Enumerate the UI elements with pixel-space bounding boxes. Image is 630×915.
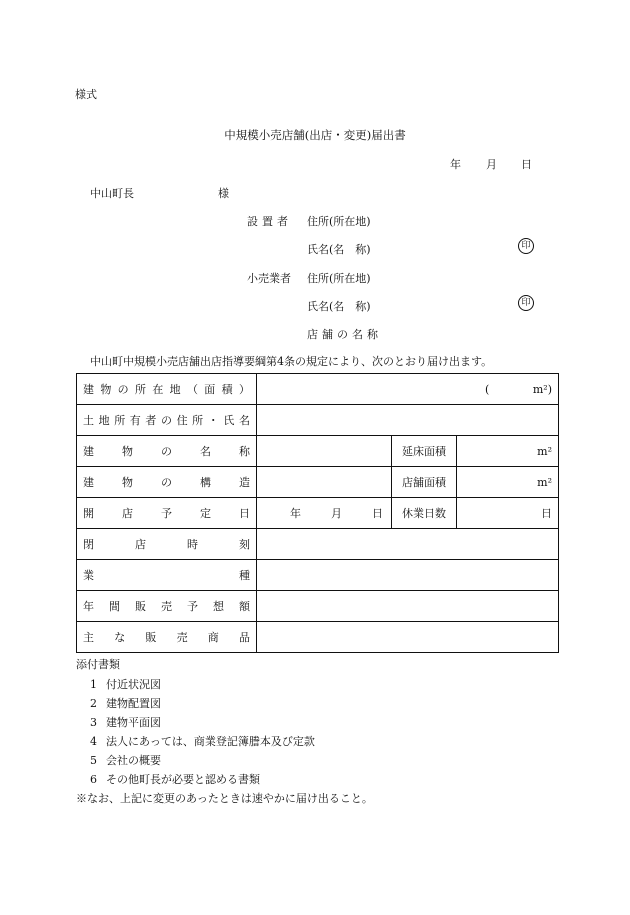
table-row (77, 498, 559, 529)
label-char: 物 (122, 476, 133, 489)
list-item (90, 751, 315, 770)
label-char: 住 (176, 414, 188, 427)
label-char: 時 (187, 538, 198, 551)
holidays-unit[interactable]: 日 (457, 498, 559, 529)
list-item (90, 694, 315, 713)
addressee-honorific: 様 (218, 187, 229, 200)
label-char: 予 (187, 600, 198, 613)
label-char: 想 (213, 600, 224, 613)
label-char: 所 (134, 383, 146, 396)
label-char: 土 (83, 414, 94, 427)
open-date-value-cell[interactable] (257, 498, 392, 529)
item-number: 6 (90, 773, 97, 786)
list-item (90, 713, 315, 732)
table-row (77, 529, 559, 560)
label-char: 品 (238, 631, 250, 644)
label-char: 定 (200, 507, 211, 520)
label-char: 物 (100, 383, 112, 396)
label-char: 造 (239, 476, 250, 489)
label-char: 建 (83, 476, 94, 489)
hours-value-cell[interactable] (257, 529, 559, 560)
products-label (77, 629, 256, 645)
open-date-day: 日 (372, 507, 383, 520)
location-unit-open: ( (485, 382, 490, 396)
retailer-role-label: 小売業者 (247, 272, 291, 285)
label-char: 売 (176, 631, 188, 644)
table-row (77, 405, 559, 436)
store-name-label: 店舗の名称 (307, 328, 382, 341)
label-char: 建 (83, 445, 94, 458)
attachments-title: 添付書類 (76, 658, 120, 671)
business-label-cell (77, 560, 257, 591)
table-row (77, 622, 559, 653)
label-char: 刻 (239, 538, 250, 551)
label-char: 間 (109, 600, 120, 613)
footer-note: ※なお、上記に変更のあったときは速やかに届け出ること。 (76, 792, 373, 805)
label-char: 建 (83, 383, 94, 396)
label-char: の (160, 414, 172, 427)
owner-label-cell (77, 405, 257, 436)
attachments-list (90, 675, 315, 789)
application-table (76, 373, 559, 653)
floor-area-label: 延床面積 (392, 436, 457, 467)
label-char: （ (186, 383, 198, 396)
location-value-cell[interactable] (257, 374, 559, 405)
list-item (90, 770, 315, 789)
label-char: 構 (200, 476, 211, 489)
label-char: 年 (83, 600, 94, 613)
item-text: 付近状況図 (106, 678, 161, 691)
label-char: 名 (238, 414, 250, 427)
table-row (77, 560, 559, 591)
retailer-seal-mark: 印 (518, 295, 534, 311)
label-char: 額 (239, 600, 250, 613)
label-char: 者 (145, 414, 157, 427)
open-date-year: 年 (290, 507, 301, 520)
location-unit: m²) (532, 382, 553, 396)
sales-label (77, 598, 256, 614)
products-label-cell (77, 622, 257, 653)
installer-role-label: 設置者 (247, 215, 292, 228)
retailer-name-label: 氏名(名 称) (307, 300, 371, 313)
retailer-address-label: 住所(所在地) (307, 272, 371, 285)
item-text: 建物平面図 (106, 716, 161, 729)
label-char: ） (238, 383, 250, 396)
store-area-label: 店舗面積 (392, 467, 457, 498)
structure-label-cell (77, 467, 257, 498)
owner-label (77, 412, 256, 428)
holidays-label: 休業日数 (392, 498, 457, 529)
open-date-label (77, 505, 256, 521)
hours-label-cell (77, 529, 257, 560)
products-value-cell[interactable] (257, 622, 559, 653)
date-day-label: 日 (521, 158, 532, 171)
table-row (77, 467, 559, 498)
label-char: 種 (239, 569, 250, 582)
item-number: 5 (90, 754, 97, 767)
label-char: 氏 (223, 414, 235, 427)
label-char: な (114, 631, 126, 644)
label-char: 地 (169, 383, 181, 396)
label-char: 売 (161, 600, 172, 613)
intro-text: 中山町中規模小売店舗出店指導要綱第4条の規定により、次のとおり届け出ます。 (90, 355, 493, 368)
business-value-cell[interactable] (257, 560, 559, 591)
addressee-name: 中山町長 (90, 187, 134, 200)
owner-value-cell[interactable] (257, 405, 559, 436)
label-char: 有 (129, 414, 141, 427)
open-date-label-cell (77, 498, 257, 529)
label-char: 名 (200, 445, 211, 458)
label-char: 所 (114, 414, 126, 427)
item-number: 3 (90, 716, 97, 729)
installer-seal-mark: 印 (518, 238, 534, 254)
label-char: 商 (207, 631, 219, 644)
label-char: 開 (83, 507, 94, 520)
sales-value-cell[interactable] (257, 591, 559, 622)
label-char: 積 (221, 383, 233, 396)
hours-label (77, 536, 256, 552)
label-char: 予 (161, 507, 172, 520)
building-name-label (77, 443, 256, 459)
item-text: 建物配置図 (106, 697, 161, 710)
label-char: 面 (204, 383, 216, 396)
label-char: 店 (122, 507, 133, 520)
open-date-month: 月 (331, 507, 342, 520)
item-number: 1 (90, 678, 97, 691)
item-text: 会社の概要 (106, 754, 161, 767)
label-char: 地 (98, 414, 110, 427)
installer-address-label: 住所(所在地) (307, 215, 371, 228)
label-char: 日 (239, 507, 250, 520)
structure-value-cell[interactable] (257, 467, 392, 498)
label-char: 店 (135, 538, 146, 551)
item-text: その他町長が必要と認める書類 (106, 773, 260, 786)
list-item (90, 732, 315, 751)
label-char: の (117, 383, 129, 396)
table-row (77, 591, 559, 622)
label-char: 物 (122, 445, 133, 458)
sales-label-cell (77, 591, 257, 622)
label-char: 称 (239, 445, 250, 458)
table-row (77, 374, 559, 405)
label-char: ・ (207, 414, 219, 427)
label-char: の (161, 476, 172, 489)
building-name-value-cell[interactable] (257, 436, 392, 467)
location-label (77, 381, 256, 397)
store-area-unit[interactable]: m² (457, 467, 559, 498)
table-row (77, 436, 559, 467)
label-char: 在 (152, 383, 164, 396)
item-number: 4 (90, 735, 97, 748)
label-char: 販 (135, 600, 146, 613)
form-label: 様式 (75, 88, 97, 101)
location-label-cell (77, 374, 257, 405)
label-char: 主 (83, 631, 94, 644)
label-char: 閉 (83, 538, 94, 551)
label-char: の (161, 445, 172, 458)
business-label (77, 567, 256, 583)
installer-name-label: 氏名(名 称) (307, 243, 371, 256)
label-char: 所 (192, 414, 204, 427)
building-name-label-cell (77, 436, 257, 467)
date-month-label: 月 (486, 158, 497, 171)
list-item (90, 675, 315, 694)
label-char: 業 (83, 569, 94, 582)
item-text: 法人にあっては、商業登記簿謄本及び定款 (106, 735, 315, 748)
structure-label (77, 474, 256, 490)
label-char: 販 (145, 631, 157, 644)
date-year-label: 年 (450, 158, 461, 171)
floor-area-unit[interactable]: m² (457, 436, 559, 467)
item-number: 2 (90, 697, 97, 710)
page-title: 中規模小売店舗(出店・変更)届出書 (224, 128, 406, 142)
